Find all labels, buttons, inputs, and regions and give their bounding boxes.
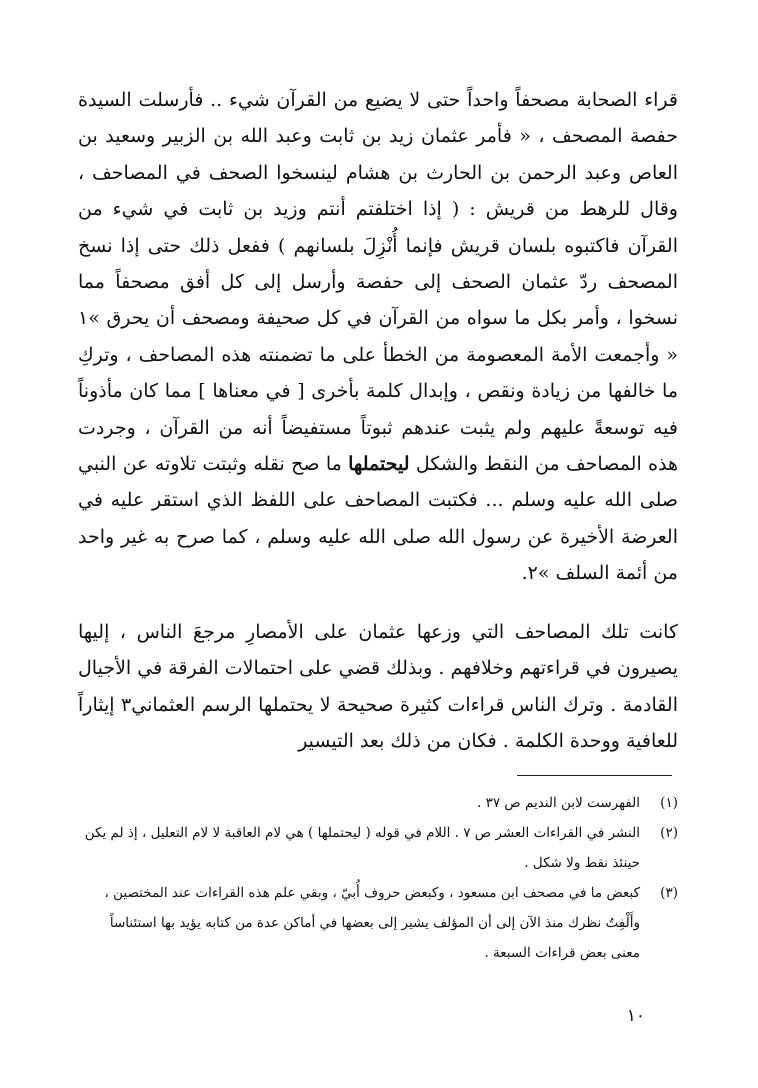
bold-word: ليحتملها — [348, 453, 410, 476]
footnote-text: الفهرست لابن النديم ص ٣٧ . — [476, 795, 640, 811]
paragraph-1-text-a: قراء الصحابة مصحفاً واحداً حتى لا يضيع من القرآن شيء .. فأرسلت السيدة حفصة المصحف ، « فأمر عثمان زيد بن ثابت وعبد الله بن الزبير وسعيد بن العاص وعبد الرحمن بن الحارث بن هشام لينسخوا الصحف في المصاحف ، وقال للرهط من قريش : ( إذا اختلفتم أنتم وزيد بن ثابت في شيء من القرآن فاكتبوه بلسان قريش فإنما أُنْزِلَ بلسانهم ) ففعل ذلك حتى إذا نسخ المصحف ردّ عثمان الصحف إلى حفصة وأرسل إلى كل أفق مصحفاً مما نسخوا ، وأمر بكل ما سواه من القرآن في كل صحيفة ومصحف أن يحرق »١ « وأجمعت الأمة المعصومة من الخطأ على ما تضمنته هذه المصاحف ، وتركِ ما خالفها من زيادة ونقص ، وإبدال كلمة بأخرى [ في معناها ] مما كان مأذوناً فيه توسعةً عليهم ولم يثبت عندهم ثبوتاً مستفيضاً أنه من القرآن ، وجردت هذه المصاحف من النقط والشكل — [78, 89, 679, 476]
paragraph-1-text-b: ما صح نقله وثبتت تلاوته عن النبي صلى الله عليه وسلم ... فكتبت المصاحف على اللفظ الذي استقر عليه في العرضة الأخيرة عن رسول الله صلى الله عليه وسلم ، كما صرح به غير واحد من أئمة السلف »٢. — [78, 453, 678, 585]
footnote — [78, 878, 678, 968]
footnote-text: النشر في القراءات العشر ص ٧ . اللام في قوله ( ليحتملها ) هي لام العاقبة لا لام التعليل ، إذ لم يكن حينئذ نقط ولا شكل . — [84, 825, 640, 871]
paragraph-1 — [78, 82, 678, 592]
footnotes — [78, 788, 678, 968]
main-text — [78, 82, 678, 759]
footnote-text: كبعض ما في مصحف ابن مسعود ، وكبعض حروف أُبيّ ، وبقي علم هذه القراءات عند المختصين ، وأَلْفِتُ نظرك منذ الآن إلى أن المؤلف يشير إلى بعضها في أماكن عدة من كتابه يؤيد بها استئناساً معنى بعض قراءات السبعة . — [104, 885, 640, 961]
footnote-separator — [517, 775, 672, 776]
paragraph-2: كانت تلك المصاحف التي وزعها عثمان على الأمصارِ مرجعَ الناس ، إليها يصيرون في قراءتهم وخلافهم . وبذلك قضي على احتمالات الفرقة في الأجيال القادمة . وترك الناس قراءات كثيرة صحيحة لا يحتملها الرسم العثماني٣ إيثاراً للعافية ووحدة الكلمة . فكان من ذلك بعد التيسير — [78, 620, 678, 752]
footnote — [78, 788, 678, 818]
footnote-number: (٣) — [660, 885, 678, 901]
footnote — [78, 818, 678, 878]
footnote-number: (١) — [660, 795, 678, 811]
page-number: ١٠ — [626, 1006, 645, 1026]
footnote-number: (٢) — [660, 825, 678, 841]
